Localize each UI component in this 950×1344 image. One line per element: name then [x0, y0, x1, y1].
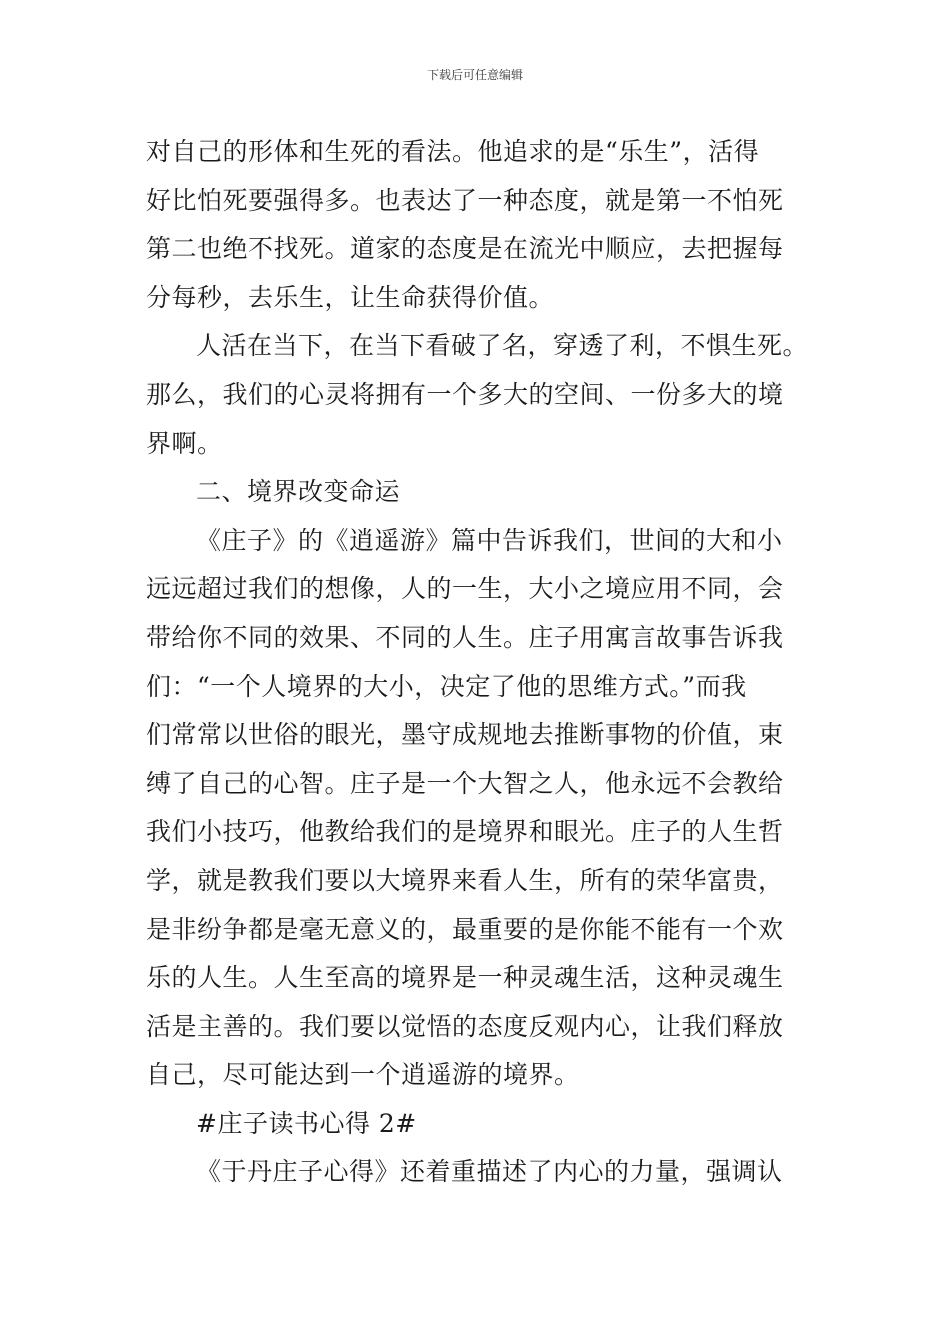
body-text	[146, 128, 826, 1197]
text-line: 界啊。	[146, 428, 223, 458]
section-heading: #庄子读书心得 2#	[196, 1108, 417, 1138]
text-line: 对自己的形体和生死的看法。他追求的是“乐生”，活得	[146, 137, 760, 166]
text-line: 学，就是教我们要以大境界来看人生，所有的荣华富贵，	[146, 865, 784, 895]
text-line: 远远超过我们的想像，人的一生，大小之境应用不同，会	[146, 574, 784, 604]
text-line: 分每秒，去乐生，让生命获得价值。	[146, 282, 555, 312]
text-line: 好比怕死要强得多。也表达了一种态度，就是第一不怕死	[146, 185, 784, 215]
text-line: 那么，我们的心灵将拥有一个多大的空间、一份多大的境	[146, 379, 784, 409]
section-heading: 二、境界改变命运	[196, 477, 401, 507]
text-line: 《于丹庄子心得》还着重描述了内心的力量，强调认	[196, 1157, 783, 1187]
page-header: 下载后可任意编辑	[426, 68, 523, 82]
text-line: 是非纷争都是毫无意义的，最重要的是你能不能有一个欢	[146, 914, 784, 944]
text-line: 乐的人生。人生至高的境界是一种灵魂生活，这种灵魂生	[146, 963, 784, 993]
text-line: 人活在当下，在当下看破了名，穿透了利，不惧生死。	[196, 331, 809, 361]
text-line: 们：“一个人境界的大小，决定了他的思维方式。”而我	[146, 671, 747, 701]
text-line: 带给你不同的效果、不同的人生。庄子用寓言故事告诉我	[146, 622, 784, 652]
text-line: 我们小技巧，他教给我们的是境界和眼光。庄子的人生哲	[146, 817, 784, 847]
text-line: 第二也绝不找死。道家的态度是在流光中顺应，去把握每	[146, 234, 784, 264]
text-line: 《庄子》的《逍遥游》篇中告诉我们，世间的大和小	[196, 525, 783, 555]
text-line: 缚了自己的心智。庄子是一个大智之人，他永远不会教给	[146, 768, 784, 798]
text-line: 活是主善的。我们要以觉悟的态度反观内心，让我们释放	[146, 1011, 784, 1041]
text-line: 自己，尽可能达到一个逍遥游的境界。	[146, 1060, 580, 1090]
text-line: 们常常以世俗的眼光，墨守成规地去推断事物的价值，束	[146, 720, 784, 750]
